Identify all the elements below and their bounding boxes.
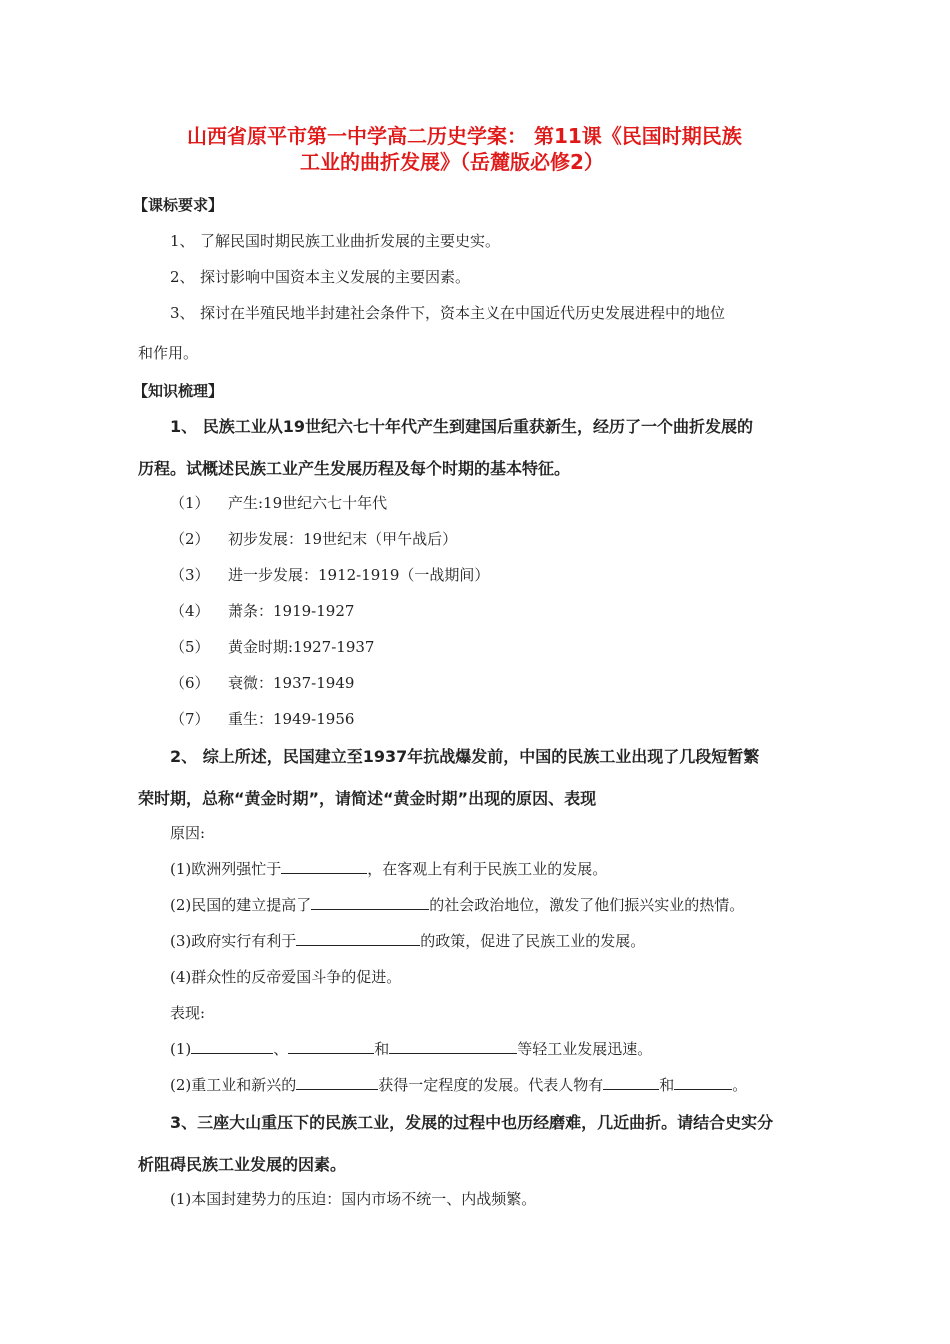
fill-blank[interactable]	[389, 1039, 517, 1054]
requirement-item-continuation: 和作用。	[138, 344, 199, 362]
fill-blank[interactable]	[296, 1075, 378, 1090]
reason-label: 原因:	[170, 824, 206, 842]
requirements-heading: 【课标要求】	[133, 196, 224, 214]
question-2-line-2: 荣时期，总称“黄金时期”，请简述“黄金时期”出现的原因、表现	[138, 789, 597, 808]
question-2-line-1: 2、 综上所述，民国建立至1937年抗战爆发前，中国的民族工业出现了几段短暂繁	[170, 747, 760, 766]
reason-item-1: (1)欧洲列强忙于 ，在客观上有利于民族工业的发展。	[170, 860, 608, 878]
reason-item-4: (4)群众性的反帝爱国斗争的促进。	[170, 968, 402, 986]
knowledge-heading: 【知识梳理】	[133, 382, 224, 400]
question-1-line-2: 历程。试概述民族工业产生发展历程及每个时期的基本特征。	[138, 459, 571, 478]
fill-blank[interactable]	[603, 1075, 659, 1090]
factor-item-1: (1)本国封建势力的压迫：国内市场不统一、内战频繁。	[170, 1190, 537, 1208]
question-3-line-2: 析阻碍民族工业发展的因素。	[138, 1155, 347, 1174]
fill-blank[interactable]	[296, 931, 420, 946]
fill-blank[interactable]	[288, 1039, 374, 1054]
manifestation-label: 表现:	[170, 1004, 206, 1022]
stage-item: （3） 进一步发展：1912-1919（一战期间）	[170, 566, 490, 584]
stage-item: （6） 衰微：1937-1949	[170, 674, 355, 692]
requirement-item: 1、 了解民国时期民族工业曲折发展的主要史实。	[170, 232, 501, 250]
manifestation-item-1: (1) 、 和 等轻工业发展迅速。	[170, 1040, 653, 1058]
fill-blank[interactable]	[191, 1039, 273, 1054]
requirement-item: 3、 探讨在半殖民地半封建社会条件下，资本主义在中国近代历史发展进程中的地位	[170, 304, 726, 322]
reason-item-3: (3)政府实行有利于 的政策，促进了民族工业的发展。	[170, 932, 646, 950]
question-1-line-1: 1、 民族工业从19世纪六七十年代产生到建国后重获新生，经历了一个曲折发展的	[170, 417, 753, 436]
stage-item: （7） 重生：1949-1956	[170, 710, 355, 728]
manifestation-item-2: (2)重工业和新兴的 获得一定程度的发展。代表人物有 和 。	[170, 1076, 748, 1094]
stage-item: （5） 黄金时期:1927-1937	[170, 638, 375, 656]
fill-blank[interactable]	[674, 1075, 732, 1090]
requirement-item: 2、 探讨影响中国资本主义发展的主要因素。	[170, 268, 471, 286]
title-line-1: 山西省原平市第一中学高二历史学案： 第11课《民国时期民族	[187, 124, 742, 148]
fill-blank[interactable]	[311, 895, 429, 910]
question-3-line-1: 3、三座大山重压下的民族工业，发展的过程中也历经磨难，几近曲折。请结合史实分	[170, 1113, 774, 1132]
stage-item: （1） 产生:19世纪六七十年代	[170, 494, 388, 512]
stage-item: （2） 初步发展：19世纪末（甲午战后）	[170, 530, 458, 548]
stage-item: （4） 萧条：1919-1927	[170, 602, 355, 620]
fill-blank[interactable]	[281, 859, 367, 874]
title-line-2: 工业的曲折发展》（岳麓版必修2）	[300, 150, 604, 174]
reason-item-2: (2)民国的建立提高了 的社会政治地位，激发了他们振兴实业的热情。	[170, 896, 745, 914]
